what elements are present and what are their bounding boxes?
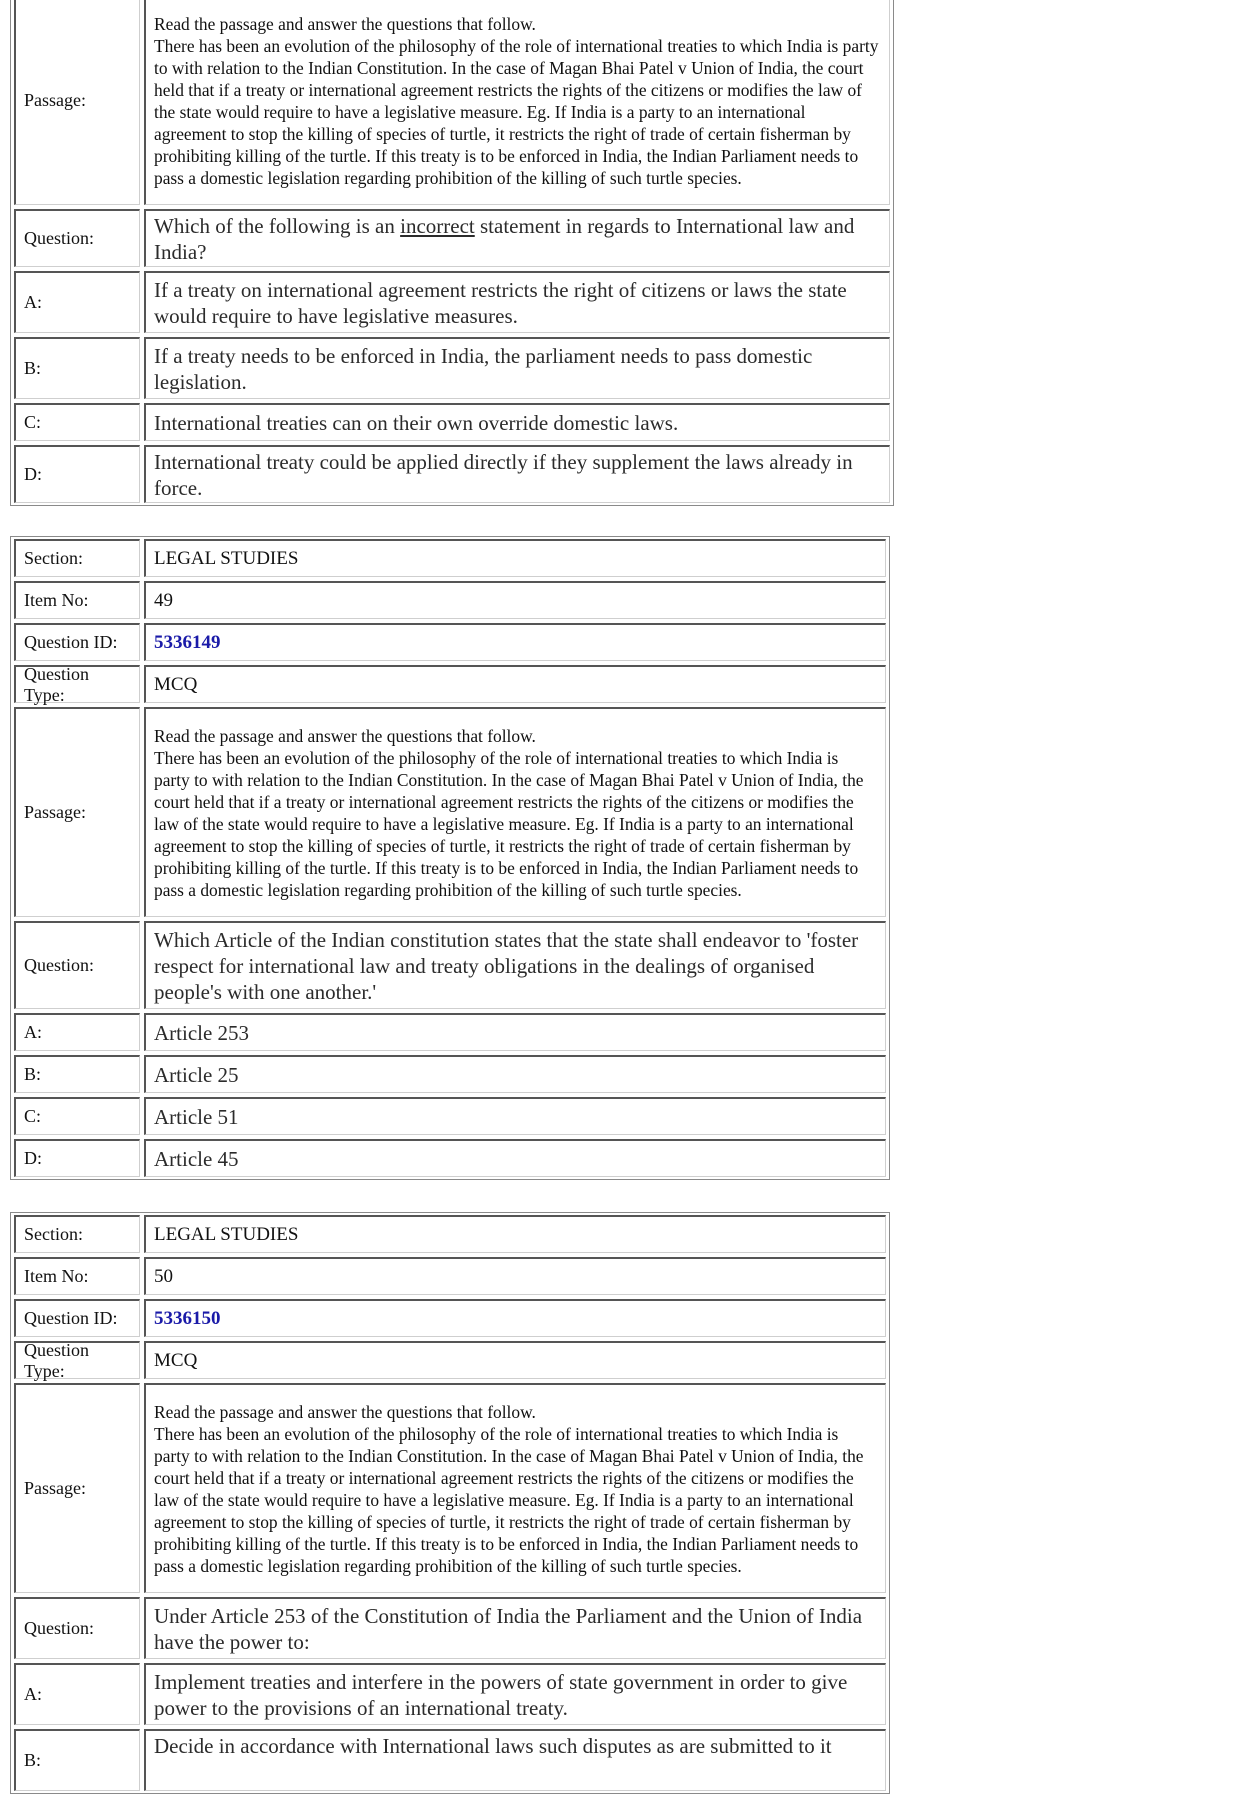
option-b-label: B: [14,1729,140,1791]
question-id-label: Question ID: [14,623,140,661]
question-id-label: Question ID: [14,1299,140,1337]
section-label: Section: [14,539,140,577]
passage-label: Passage: [14,1383,140,1593]
question-type-row [14,1341,886,1379]
option-c-label: C: [14,403,140,441]
question-id-value: 5336149 [144,623,886,661]
section-value: LEGAL STUDIES [144,539,886,577]
option-a-text: If a treaty on international agreement restricts the right of citizens or laws the state would require to have legislative measures. [144,271,890,333]
option-a-text: Implement treaties and interfere in the powers of state government in order to give power to the provisions of an international treaty. [144,1663,886,1725]
option-c-text: International treaties can on their own override domestic laws. [144,403,890,441]
question-text: Which Article of the Indian constitution states that the state shall endeavor to 'foster respect for international law and treaty obligations in the dealings of organised people's with one another.' [144,921,886,1009]
option-b-text: Article 25 [144,1055,886,1093]
option-d-text: Article 45 [144,1139,886,1177]
question-id-row [14,1299,886,1337]
item-no-row [14,1257,886,1295]
option-c-text: Article 51 [144,1097,886,1135]
question-id-value: 5336150 [144,1299,886,1337]
question-type-value: MCQ [144,665,886,703]
passage-text: Read the passage and answer the questions that follow. There has been an evolution of the philosophy of the role of international treaties to which India is party to with relation to the Indian Constitution. In the case of Magan Bhai Patel v Union of India, the court held that if a treaty or international agreement restricts the rights of the citizens or modifies the law of the state would require to have a legislative measure. Eg. If India is a party to an international agreement to stop the killing of species of turtle, it restricts the right of trade of certain fisherman by prohibiting killing of the turtle. If this treaty is to be enforced in India, the Indian Parliament needs to pass a domestic legislation regarding prohibition of the killing of such turtle species. [144,707,886,917]
question-label: Question: [14,1597,140,1659]
question-row [14,1597,886,1659]
item-no-row [14,581,886,619]
question-label: Question: [14,921,140,1009]
option-row-a [14,1663,886,1725]
item-no-label: Item No: [14,581,140,619]
section-value: LEGAL STUDIES [144,1215,886,1253]
passage-text: Read the passage and answer the questions that follow. There has been an evolution of the philosophy of the role of international treaties to which India is party to with relation to the Indian Constitution. In the case of Magan Bhai Patel v Union of India, the court held that if a treaty or international agreement restricts the rights of the citizens or modifies the law of the state would require to have a legislative measure. Eg. If India is a party to an international agreement to stop the killing of species of turtle, it restricts the right of trade of certain fisherman by prohibiting killing of the turtle. If this treaty is to be enforced in India, the Indian Parliament needs to pass a domestic legislation regarding prohibition of the killing of such turtle species. [144,0,890,205]
question-block-48 [10,0,894,506]
option-a-label: A: [14,1013,140,1051]
question-id-row [14,623,886,661]
question-text: Under Article 253 of the Constitution of India the Parliament and the Union of India have the power to: [144,1597,886,1659]
passage-text: Read the passage and answer the questions that follow. There has been an evolution of the philosophy of the role of international treaties to which India is party to with relation to the Indian Constitution. In the case of Magan Bhai Patel v Union of India, the court held that if a treaty or international agreement restricts the rights of the citizens or modifies the law of the state would require to have a legislative measure. Eg. If India is a party to an international agreement to stop the killing of species of turtle, it restricts the right of trade of certain fisherman by prohibiting killing of the turtle. If this treaty is to be enforced in India, the Indian Parliament needs to pass a domestic legislation regarding prohibition of the killing of such turtle species. [144,1383,886,1593]
option-b-text: Decide in accordance with International laws such disputes as are submitted to it [144,1729,886,1791]
question-block-49 [10,536,890,1180]
question-text-part: Which of the following is an [154,213,401,238]
option-a-label: A: [14,271,140,333]
passage-row [14,707,886,917]
item-no-value: 49 [144,581,886,619]
option-row-d [14,445,890,503]
question-text-part: statement in regards to International law and India? [154,213,855,264]
question-type-label: Question Type: [14,665,140,703]
option-d-text: International treaty could be applied directly if they supplement the laws already in force. [144,445,890,503]
item-no-label: Item No: [14,1257,140,1295]
passage-label: Passage: [14,0,140,205]
option-row-c [14,403,890,441]
option-row-b [14,337,890,399]
option-row-b [14,1055,886,1093]
question-row [14,209,890,267]
passage-row [14,1383,886,1593]
question-type-row [14,665,886,703]
option-row-a [14,271,890,333]
question-type-value: MCQ [144,1341,886,1379]
section-label: Section: [14,1215,140,1253]
passage-label: Passage: [14,707,140,917]
option-b-label: B: [14,337,140,399]
question-row [14,921,886,1009]
option-d-label: D: [14,1139,140,1177]
question-block-50 [10,1212,890,1794]
option-row-d [14,1139,886,1177]
section-row [14,539,886,577]
question-underlined-word: incorrect [400,213,475,238]
question-type-label: Question Type: [14,1341,140,1379]
option-a-label: A: [14,1663,140,1725]
option-c-label: C: [14,1097,140,1135]
option-row-a [14,1013,886,1051]
option-d-label: D: [14,445,140,503]
question-label: Question: [14,209,140,267]
section-row [14,1215,886,1253]
option-row-c [14,1097,886,1135]
item-no-value: 50 [144,1257,886,1295]
option-b-label: B: [14,1055,140,1093]
passage-row [14,0,890,205]
question-text [144,209,890,267]
option-row-b [14,1729,886,1791]
option-a-text: Article 253 [144,1013,886,1051]
option-b-text: If a treaty needs to be enforced in India, the parliament needs to pass domestic legislation. [144,337,890,399]
